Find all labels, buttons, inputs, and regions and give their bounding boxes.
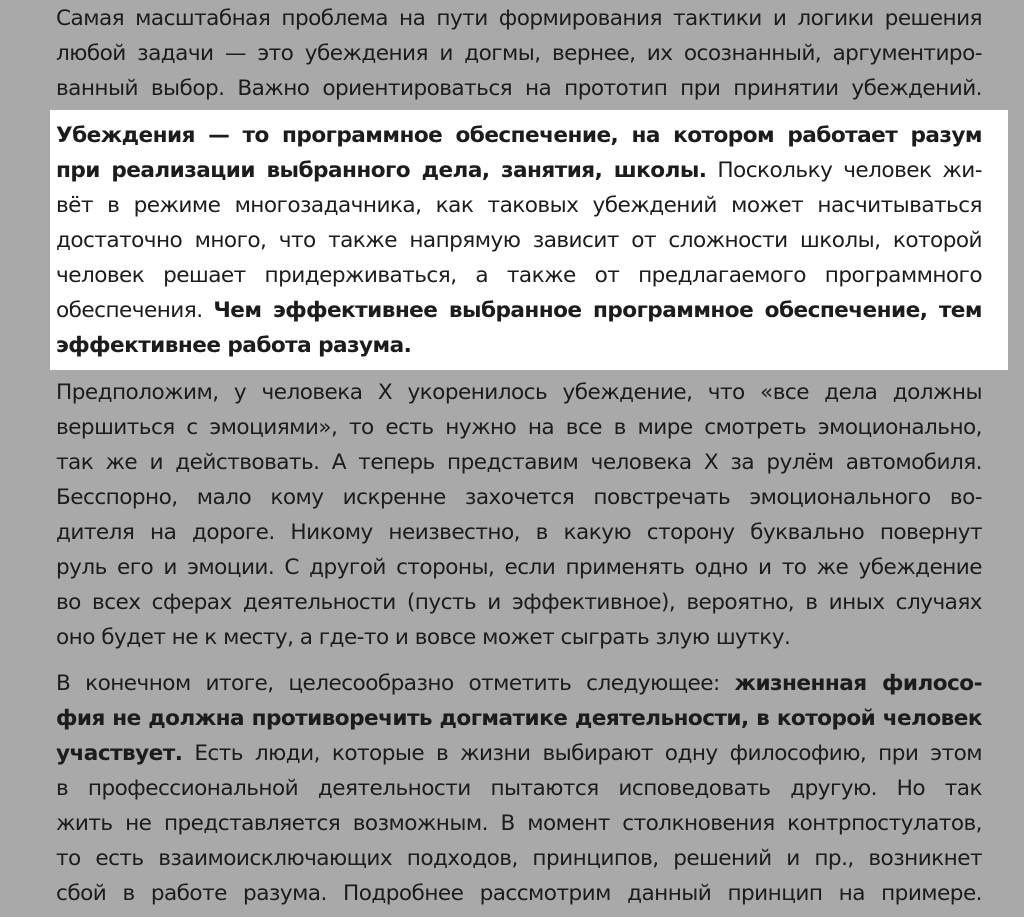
text-line — [56, 445, 982, 480]
text-line — [56, 71, 982, 106]
text-run: вершиться с эмоциями», то есть нужно на все в мире смотреть эмоционально, — [56, 415, 982, 440]
text-line — [56, 515, 982, 550]
bold-text-run: участвует. — [56, 741, 183, 766]
text-line — [56, 223, 982, 258]
text-line — [56, 480, 982, 515]
bold-text-run: Убеждения — то программное обеспечение, на котором работает разум — [56, 123, 982, 148]
text-run: Бесспорно, мало кому искренне захочется повстречать эмоционального во- — [56, 485, 982, 510]
text-run: обеспечения. — [56, 298, 214, 323]
text-run: В конечном итоге, целесообразно отметить следующее: — [56, 671, 735, 696]
text-run: Самая масштабная проблема на пути формирования тактики и логики решения — [56, 6, 982, 31]
bold-text-run: эффективнее работа разума. — [56, 333, 412, 358]
text-run: вёт в режиме многозадачника, как таковых убеждений может насчитываться — [56, 193, 982, 218]
text-run: достаточно много, что также напрямую зависит от сложности школы, которой — [56, 228, 982, 253]
text-line — [56, 620, 982, 655]
text-run: дителя на дороге. Никому неизвестно, в какую сторону буквально повернут — [56, 520, 982, 545]
text-line — [56, 328, 982, 363]
text-run: в профессиональной деятельности пытаются исповедовать другую. Но так — [56, 776, 982, 801]
text-line — [56, 258, 982, 293]
text-line — [56, 550, 982, 585]
bold-text-run: жизненная филосо- — [734, 671, 982, 696]
text-run: руль его и эмоции. С другой стороны, если применять одно и то же убеждение — [56, 555, 982, 580]
text-line — [56, 293, 982, 328]
text-line — [56, 585, 982, 620]
text-run: оно будет не к месту, а где-то и вовсе может сыграть злую шутку. — [56, 625, 791, 650]
text-run: Есть люди, которые в жизни выбирают одну философию, при этом — [182, 741, 982, 766]
text-line — [56, 876, 982, 911]
text-run: сбой в работе разума. Подробнее рассмотрим данный принцип на примере. — [56, 881, 982, 906]
text-line — [56, 153, 982, 188]
text-run: так же и действовать. А теперь представим человека Х за рулём автомобиля. — [56, 450, 982, 475]
text-run: то есть взаимоисключающих подходов, принципов, решений и пр., возникнет — [56, 846, 982, 871]
bold-text-run: Чем эффективнее выбранное программное обеспечение, тем — [213, 298, 982, 323]
text-line — [56, 188, 982, 223]
text-line — [56, 410, 982, 445]
text-line — [56, 806, 982, 841]
text-run: жить не представляется возможным. В момент столкновения контрпостулатов, — [56, 811, 982, 836]
text-run: ванный выбор. Важно ориентироваться на прототип при принятии убеждений. — [56, 76, 982, 101]
text-line — [56, 375, 982, 410]
text-line — [56, 666, 982, 701]
text-line — [56, 701, 982, 736]
text-line — [56, 118, 982, 153]
text-run: любой задачи — это убеждения и догмы, вернее, их осознанный, аргументиро- — [56, 41, 982, 66]
text-run: Поскольку человек жи- — [706, 158, 982, 183]
text-run: человек решает придерживаться, а также от предлагаемого программного — [56, 263, 982, 288]
text-line — [56, 771, 982, 806]
text-run: во всех сферах деятельности (пусть и эффективное), вероятно, в иных случаях — [56, 590, 982, 615]
text-line — [56, 36, 982, 71]
text-line — [56, 841, 982, 876]
bold-text-run: при реализации выбранного дела, занятия, школы. — [56, 158, 707, 183]
text-line — [56, 1, 982, 36]
text-line — [56, 736, 982, 771]
text-run: Предположим, у человека Х укоренилось убеждение, что «все дела должны — [56, 380, 982, 405]
bold-text-run: фия не должна противоречить догматике деятельности, в которой человек — [56, 706, 982, 731]
